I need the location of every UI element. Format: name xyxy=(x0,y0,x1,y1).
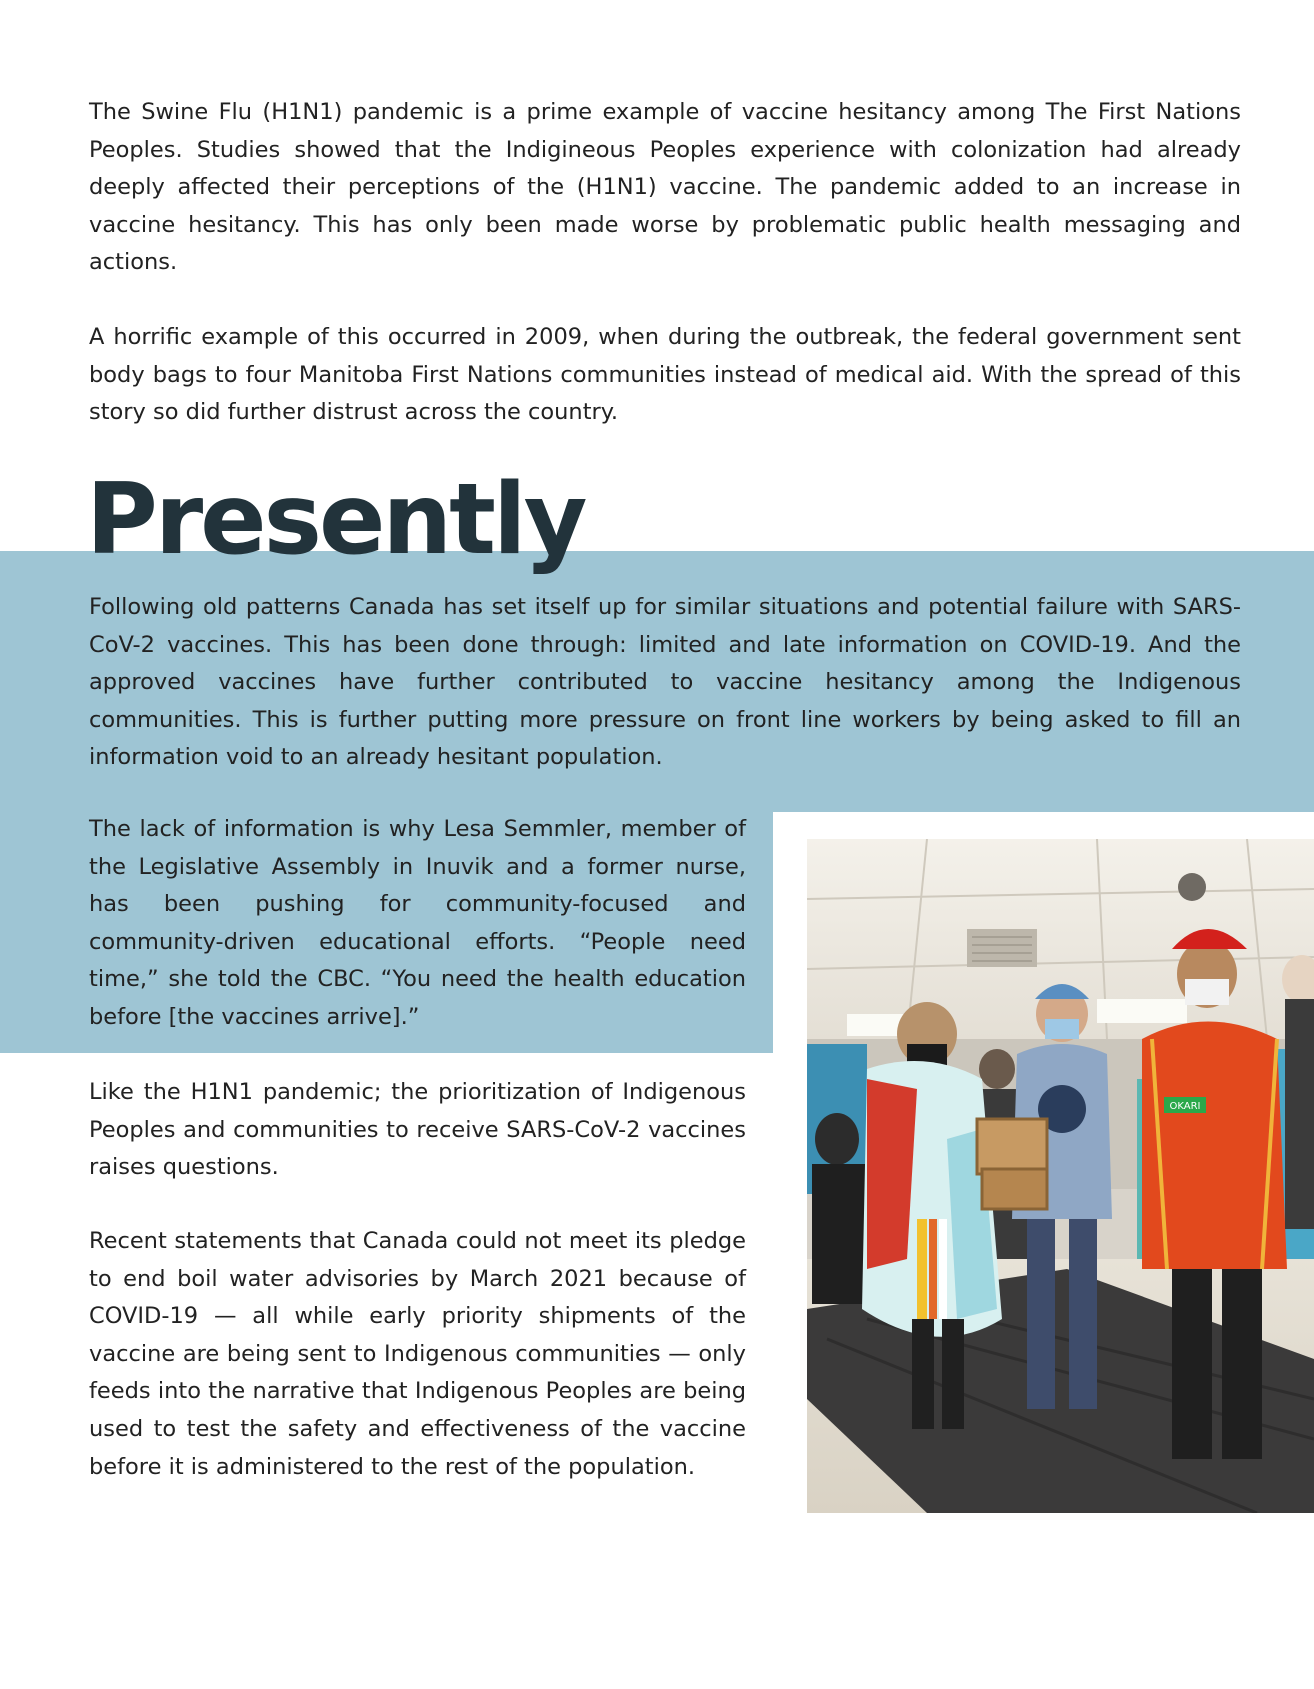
vaccination-ceremony-photo xyxy=(807,839,1314,1513)
prioritization-paragraph: Like the H1N1 pandemic; the prioritization of Indigenous Peoples and communities to receive SARS-CoV-2 vaccines raises questions. xyxy=(89,1079,746,1181)
intro-paragraph: The Swine Flu (H1N1) pandemic is a prime example of vaccine hesitancy among The First Nations Peoples. Studies showed that the Indigineous Peoples experience with colonization had already deeply affected their perceptions of the (H1N1) vaccine. The pandemic added to an increase in vaccine hesitancy. This has only been made worse by problematic public health messaging and actions. xyxy=(89,99,1241,276)
statements-paragraph: Recent statements that Canada could not meet its pledge to end boil water advisories by March 2021 because of COVID-19 — all while early priority shipments of the vaccine are being sent to Indigenous communities — only feeds into the narrative that Indigenous Peoples are being used to test the safety and effectiveness of the vaccine before it is administered to the rest of the population. xyxy=(89,1228,746,1480)
okari-badge-text: OKARI xyxy=(1169,1101,1201,1112)
semmler-paragraph: The lack of information is why Lesa Semmler, member of the Legislative Assembly in Inuvik and a former nurse, has been pushing for community-focused and community-driven educational efforts. “People need time,” she told the CBC. “You need the health education before [the vaccines arrive].” xyxy=(89,816,746,1030)
section-heading: Presently xyxy=(86,463,585,577)
body-bags-paragraph: A horrific example of this occurred in 2009, when during the outbreak, the federal government sent body bags to four Manitoba First Nations communities instead of medical aid. With the spread of this story so did further distrust across the country. xyxy=(89,324,1241,426)
presently-paragraph: Following old patterns Canada has set itself up for similar situations and potential failure with SARS-CoV-2 vaccines. This has been done through: limited and late information on COVID-19. And the approved vaccines have further contributed to vaccine hesitancy among the Indigenous communities. This is further putting more pressure on front line workers by being asked to fill an information void to an already hesitant population. xyxy=(89,594,1241,771)
